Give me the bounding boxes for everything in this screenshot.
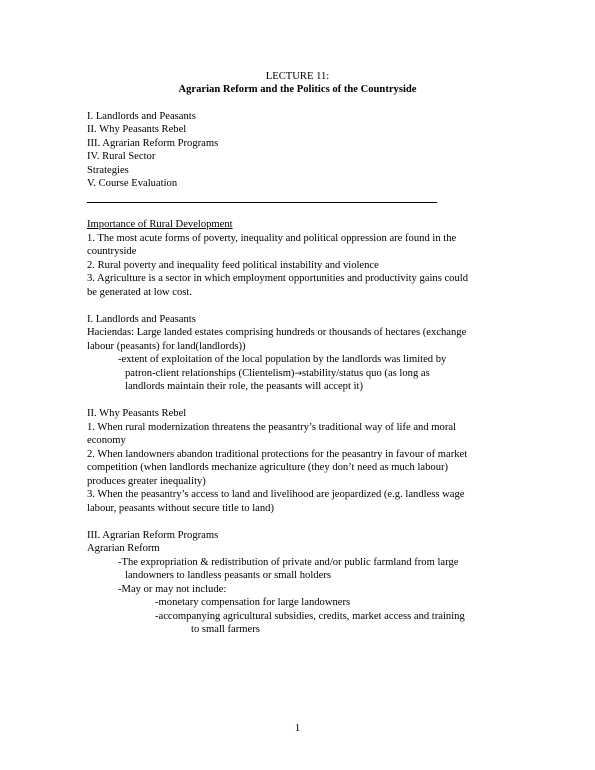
right-arrow-icon: → <box>294 369 303 379</box>
paragraph-line: 2. Rural poverty and inequality feed political instability and violence <box>87 260 379 271</box>
outline-item: I. Landlords and Peasants <box>87 111 196 122</box>
paragraph-line: landlords maintain their role, the peasants will accept it) <box>125 381 363 392</box>
horizontal-rule <box>87 202 437 203</box>
paragraph-line: 3. When the peasantry’s access to land and livelihood are jeopardized (e.g. landless wage <box>87 489 465 500</box>
paragraph-line: -extent of exploitation of the local population by the landlords was limited by <box>118 354 447 365</box>
paragraph-line: 2. When landowners abandon traditional protections for the peasantry in favour of market <box>87 449 468 460</box>
lecture-number: LECTURE 11: <box>265 71 330 82</box>
outline-item: III. Agrarian Reform Programs <box>87 138 219 149</box>
section-heading-rebel: II. Why Peasants Rebel <box>87 408 187 419</box>
paragraph-line: 1. The most acute forms of poverty, inequality and political oppression are found in the <box>87 233 457 244</box>
paragraph-line: be generated at low cost. <box>87 287 193 298</box>
paragraph-line: competition (when landlords mechanize agriculture (they don’t need as much labour) <box>87 462 449 473</box>
line-part: stability/status quo (as long as <box>302 368 430 379</box>
paragraph-line: produces greater inequality) <box>87 476 206 487</box>
line-part: patron-client relationships (Clientelism) <box>125 368 295 379</box>
paragraph-line: labour, peasants without secure title to land) <box>87 503 274 514</box>
paragraph-line: landowners to landless peasants or small holders <box>125 570 331 581</box>
lecture-title: Agrarian Reform and the Politics of the Countryside <box>178 84 417 95</box>
section-heading-landlords: I. Landlords and Peasants <box>87 314 196 325</box>
paragraph-line: -May or may not include: <box>118 584 227 595</box>
subheading-agrarian-reform: Agrarian Reform <box>87 543 160 554</box>
paragraph-line: countryside <box>87 246 137 257</box>
outline-item: IV. Rural Sector <box>87 151 156 162</box>
paragraph-line: to small farmers <box>191 624 260 635</box>
section-heading-importance: Importance of Rural Development <box>87 219 233 230</box>
paragraph-line: economy <box>87 435 126 446</box>
paragraph-line: labour (peasants) for land(landlords)) <box>87 341 246 352</box>
outline-item: Strategies <box>87 165 129 176</box>
outline-item: V. Course Evaluation <box>87 178 178 189</box>
paragraph-line: -monetary compensation for large landowners <box>155 597 351 608</box>
paragraph-line: 3. Agriculture is a sector in which employment opportunities and productivity gains could <box>87 273 469 284</box>
paragraph-line: Haciendas: Large landed estates comprising hundreds or thousands of hectares (exchange <box>87 327 467 338</box>
paragraph-line: 1. When rural modernization threatens the peasantry’s traditional way of life and moral <box>87 422 456 433</box>
section-heading-reform: III. Agrarian Reform Programs <box>87 530 219 541</box>
page-number: 1 <box>294 722 301 734</box>
paragraph-line: -accompanying agricultural subsidies, credits, market access and training <box>155 611 465 622</box>
outline-item: II. Why Peasants Rebel <box>87 124 187 135</box>
paragraph-line: -The expropriation & redistribution of private and/or public farmland from large <box>118 557 459 568</box>
